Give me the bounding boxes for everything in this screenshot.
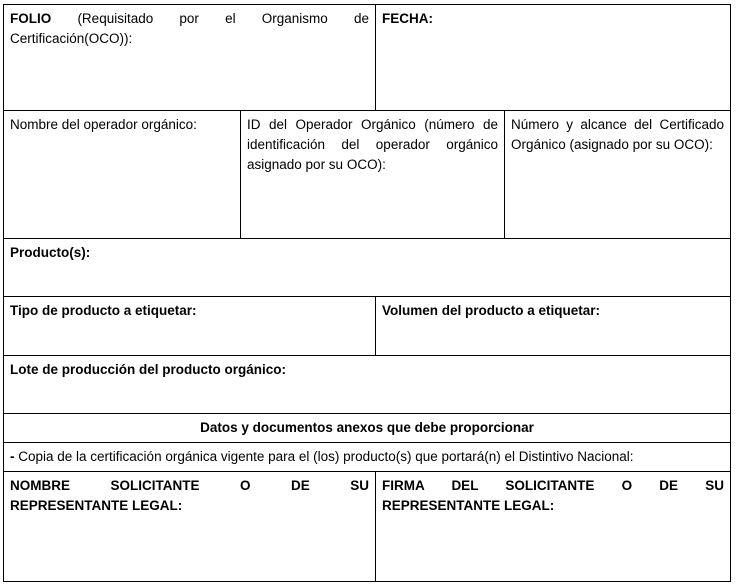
operador-nombre-field[interactable] bbox=[4, 111, 241, 238]
solicitante-firma-field[interactable] bbox=[376, 472, 730, 581]
anexos-header bbox=[4, 414, 730, 442]
row-anexos-header bbox=[4, 414, 730, 443]
solicitante-firma-line2: REPRESENTANTE LEGAL: bbox=[382, 498, 555, 513]
solicitante-nombre-field[interactable] bbox=[4, 472, 376, 581]
application-form bbox=[3, 4, 731, 582]
lote-label: Lote de producción del producto orgánico: bbox=[10, 362, 286, 377]
operador-nombre-label: Nombre del operador orgánico: bbox=[10, 117, 197, 132]
productos-label: Producto(s): bbox=[10, 245, 91, 260]
certificado-field[interactable] bbox=[505, 111, 730, 238]
anexo-bullet: - bbox=[10, 449, 15, 464]
row-tipo-volumen bbox=[4, 297, 730, 356]
volumen-producto-label: Volumen del producto a etiquetar: bbox=[382, 303, 601, 318]
solicitante-firma-line1: FIRMA DEL SOLICITANTE O DE SU bbox=[382, 478, 724, 493]
row-lote bbox=[4, 356, 730, 414]
row-folio-fecha bbox=[4, 5, 730, 111]
folio-note: (Requisitado por el Organismo de Certificación(OCO)): bbox=[10, 11, 369, 46]
operador-id-label: ID del Operador Orgánico (número de identificación del operador orgánico asignado por su OCO): bbox=[247, 117, 498, 172]
volumen-producto-field[interactable] bbox=[376, 297, 730, 355]
folio-field[interactable] bbox=[4, 5, 376, 110]
row-anexo-item bbox=[4, 443, 730, 472]
row-operador bbox=[4, 111, 730, 239]
tipo-producto-label: Tipo de producto a etiquetar: bbox=[10, 303, 197, 318]
fecha-label: FECHA: bbox=[382, 11, 433, 26]
row-solicitante bbox=[4, 472, 730, 581]
folio-label: FOLIO bbox=[10, 11, 52, 26]
fecha-field[interactable] bbox=[376, 5, 730, 110]
anexos-header-label: Datos y documentos anexos que debe proporcionar bbox=[200, 420, 534, 435]
tipo-producto-field[interactable] bbox=[4, 297, 376, 355]
anexo-text: Copia de la certificación orgánica vigente para el (los) producto(s) que portará(n) el Distintivo Nacional: bbox=[14, 449, 634, 464]
lote-field[interactable] bbox=[4, 356, 730, 413]
operador-id-field[interactable] bbox=[241, 111, 505, 238]
solicitante-nombre-line2: REPRESENTANTE LEGAL: bbox=[10, 498, 183, 513]
row-productos bbox=[4, 239, 730, 297]
anexo-item bbox=[4, 443, 730, 471]
productos-field[interactable] bbox=[4, 239, 730, 296]
solicitante-nombre-line1: NOMBRE SOLICITANTE O DE SU bbox=[10, 478, 369, 493]
certificado-label: Número y alcance del Certificado Orgánico (asignado por su OCO): bbox=[511, 117, 724, 152]
